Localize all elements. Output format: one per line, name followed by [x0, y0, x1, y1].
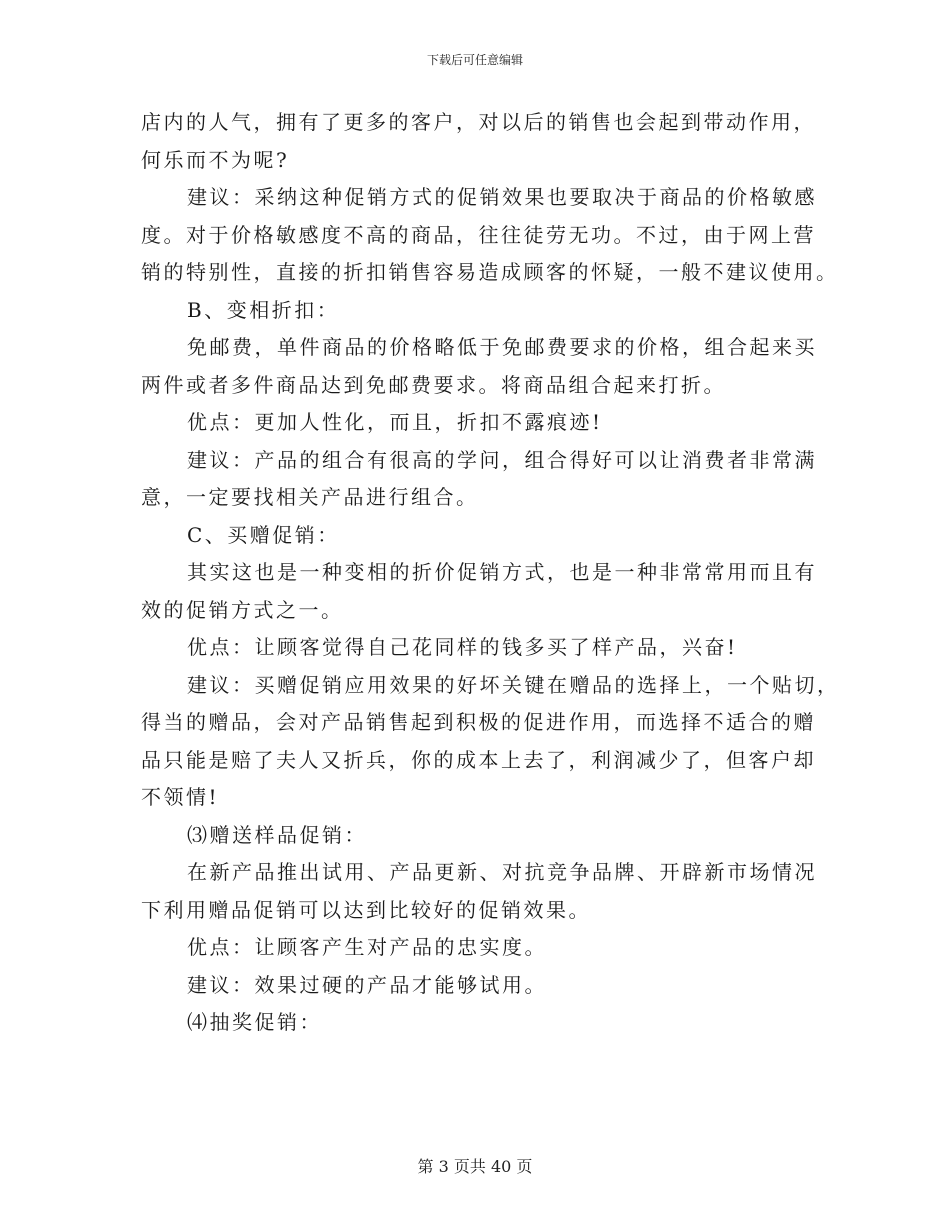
text-line: 优点：让顾客觉得自己花同样的钱多买了样产品，兴奋! — [187, 635, 738, 659]
text-line: 何乐而不为呢? — [141, 147, 290, 172]
text-line: 建议：买赠促销应用效果的好坏关键在赠品的选择上，一个贴切， — [187, 672, 840, 697]
section-heading: C、买赠促销： — [187, 522, 340, 547]
text-line: 得当的赠品，会对产品销售起到积极的促进作用，而选择不适合的赠 — [141, 710, 816, 734]
text-line: 优点：让顾客产生对产品的忠实度。 — [187, 935, 547, 959]
text-line: 优点：更加人性化，而且，折扣不露痕迹! — [187, 410, 603, 434]
text-line: 店内的人气，拥有了更多的客户，对以后的销售也会起到带动作用， — [141, 110, 816, 134]
document-body — [141, 104, 840, 1042]
text-line: 销的特别性，直接的折扣销售容易造成顾客的怀疑，一般不建议使用。 — [141, 260, 839, 284]
text-line: 意，一定要找相关产品进行组合。 — [141, 485, 479, 509]
text-line: 下利用赠品促销可以达到比较好的促销效果。 — [141, 897, 591, 922]
text-line: 建议：采纳这种促销方式的促销效果也要取决于商品的价格敏感 — [187, 185, 817, 209]
section-heading: ⑷抽奖促销： — [187, 1010, 322, 1034]
page-header: 下载后可任意编辑 — [426, 53, 523, 67]
text-line: 度。对于价格敏感度不高的商品，往往徒劳无功。不过，由于网上营 — [141, 222, 816, 247]
section-heading: ⑶赠送样品促销： — [187, 822, 367, 847]
text-line: 建议：效果过硬的产品才能够试用。 — [187, 972, 547, 997]
text-line: 其实这也是一种变相的折价促销方式，也是一种非常常用而且有 — [187, 560, 817, 584]
page-footer: 第 3 页共 40 页 — [417, 1157, 533, 1176]
text-line: 两件或者多件商品达到免邮费要求。将商品组合起来打折。 — [141, 372, 726, 397]
text-line: 建议：产品的组合有很高的学问，组合得好可以让消费者非常满 — [187, 447, 817, 472]
text-line: 品只能是赔了夫人又折兵，你的成本上去了，利润减少了，但客户却 — [141, 747, 816, 772]
text-line: 效的促销方式之一。 — [141, 597, 344, 622]
text-line: 不领情! — [141, 785, 220, 809]
text-line: 免邮费，单件商品的价格略低于免邮费要求的价格，组合起来买 — [187, 335, 817, 359]
section-heading: B、变相折扣： — [187, 297, 340, 322]
text-line: 在新产品推出试用、产品更新、对抗竞争品牌、开辟新市场情况 — [187, 860, 817, 884]
